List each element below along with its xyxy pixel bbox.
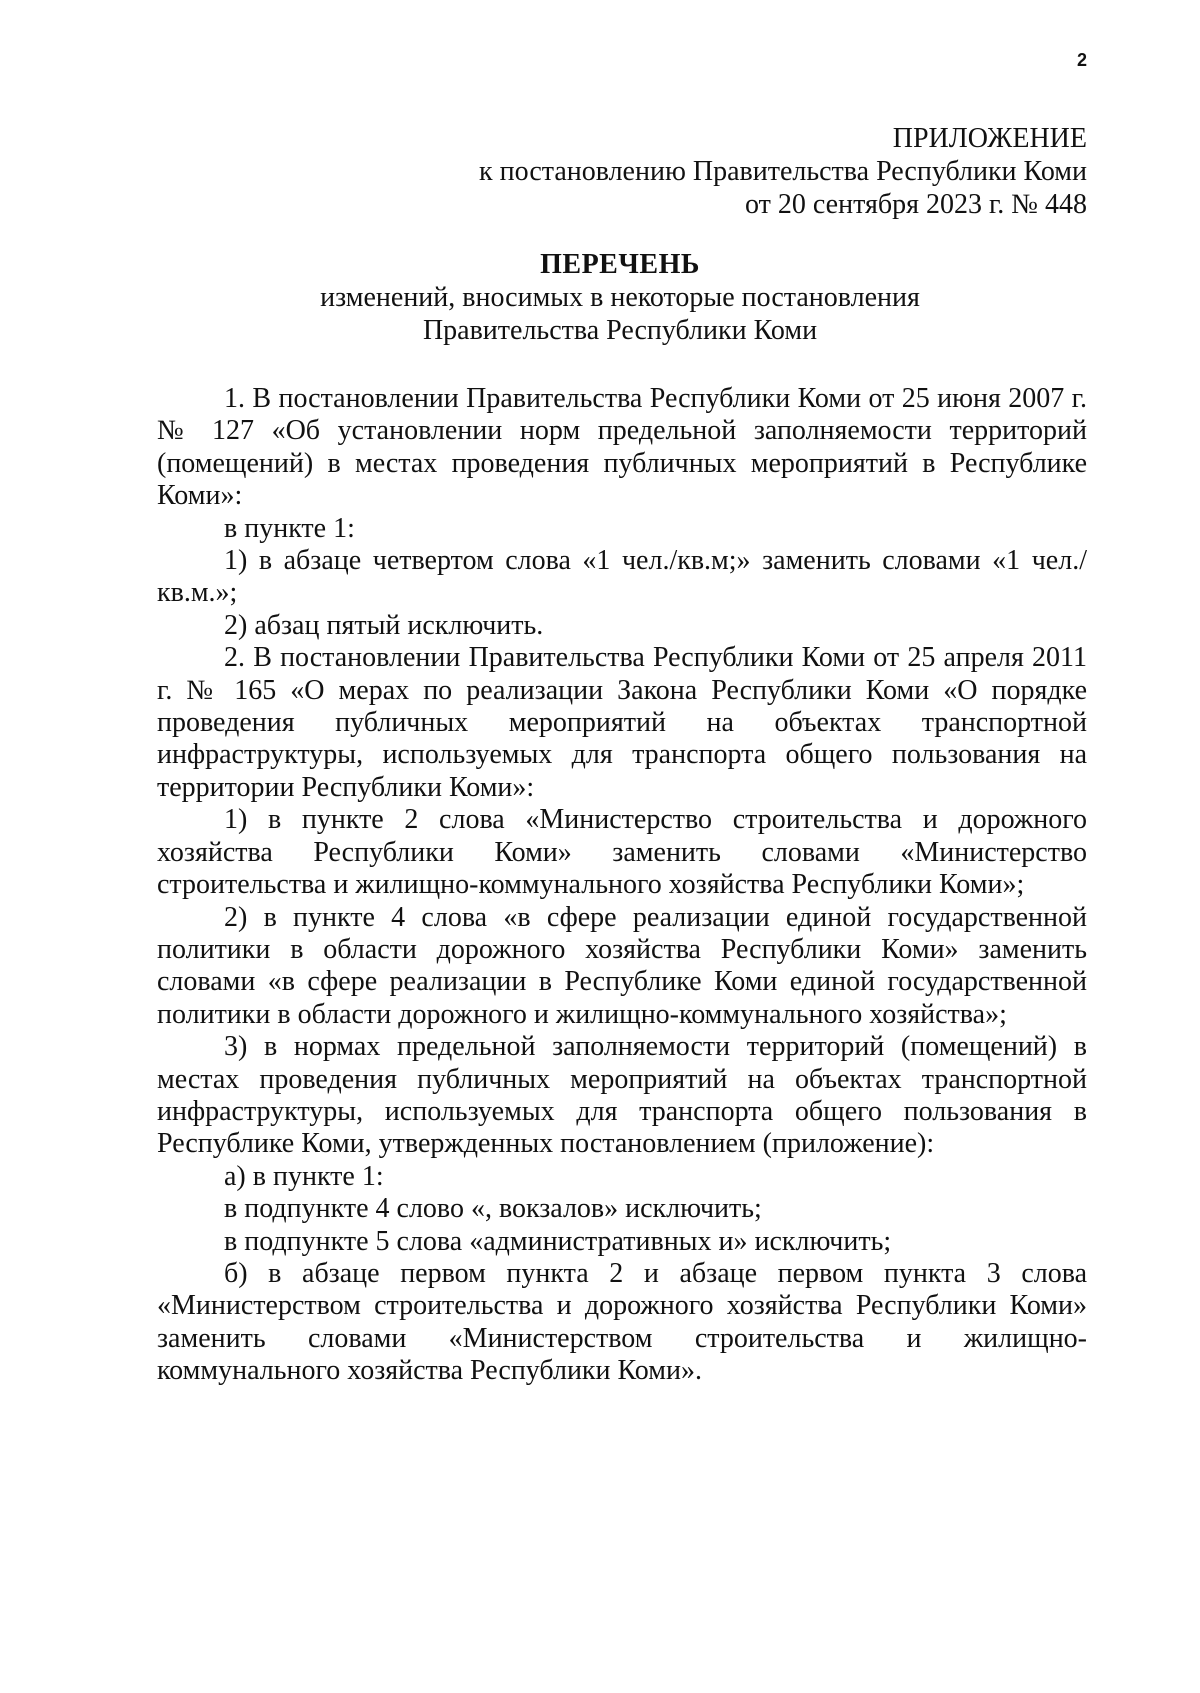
paragraph-2: в пункте 1: — [224, 512, 355, 544]
document-header — [0, 248, 1200, 347]
paragraph-11: в подпункте 5 слова «административных и» исключить; — [224, 1225, 892, 1257]
document-subtitle-2: Правительства Республики Коми — [422, 315, 818, 346]
appendix-line-2: от 20 сентября 2023 г. № 448 — [745, 189, 1087, 220]
paragraph-1: 1. В постановлении Правительства Республики Коми от 25 июня 2007 г. № 127 «Об установлении норм предельной заполняемости территорий (помещений) в местах проведения публичных мероприятий в Республике Коми»: — [157, 383, 1087, 512]
document-body — [157, 383, 1087, 1388]
document-subtitle-1: изменений, вносимых в некоторые постановления — [320, 282, 920, 313]
appendix-line-1: к постановлению Правительства Республики Коми — [479, 156, 1087, 187]
document-title: ПЕРЕЧЕНЬ — [540, 249, 700, 280]
paragraph-12: б) в абзаце первом пункта 2 и абзаце первом пункта 3 слова «Министерством строительства и дорожного хозяйства Республики Коми» заменить словами «Министерством строительства и жилищно-коммунального хозяйства Республики Коми». — [157, 1257, 1087, 1387]
page-number: 2 — [1076, 50, 1087, 70]
appendix-title: ПРИЛОЖЕНИЕ — [892, 123, 1087, 154]
paragraph-10: в подпункте 4 слово «, вокзалов» исключить; — [224, 1193, 762, 1225]
paragraph-5: 2. В постановлении Правительства Республики Коми от 25 апреля 2011 г. № 165 «О мерах по реализации Закона Республики Коми «О порядке проведения публичных мероприятий на объектах транспортной инфраструктуры, используемых для транспорта общего пользования на территории Республики Коми»: — [157, 642, 1087, 803]
paragraph-9: а) в пункте 1: — [224, 1160, 384, 1192]
paragraph-8: 3) в нормах предельной заполняемости территорий (помещений) в местах проведения публичных мероприятий на объектах транспортной инфраструктуры, используемых для транспорта общего пользования в Республике Коми, утвержденных постановлением (приложение): — [157, 1031, 1087, 1160]
paragraph-6: 1) в пункте 2 слова «Министерство строительства и дорожного хозяйства Республики Коми» заменить словами «Министерство строительства и жилищно-коммунального хозяйства Республики Коми»; — [157, 804, 1087, 901]
paragraph-7: 2) в пункте 4 слова «в сфере реализации единой государственной политики в области дорожного хозяйства Республики Коми» заменить словами «в сфере реализации в Республике Коми единой государственной политики в области дорожного и жилищно-коммунального хозяйства»; — [157, 901, 1087, 1030]
paragraph-4: 2) абзац пятый исключить. — [224, 609, 544, 641]
appendix-block — [479, 122, 1087, 221]
paragraph-3: 1) в абзаце четвертом слова «1 чел./кв.м;» заменить словами «1 чел./кв.м.»; — [157, 545, 1087, 609]
